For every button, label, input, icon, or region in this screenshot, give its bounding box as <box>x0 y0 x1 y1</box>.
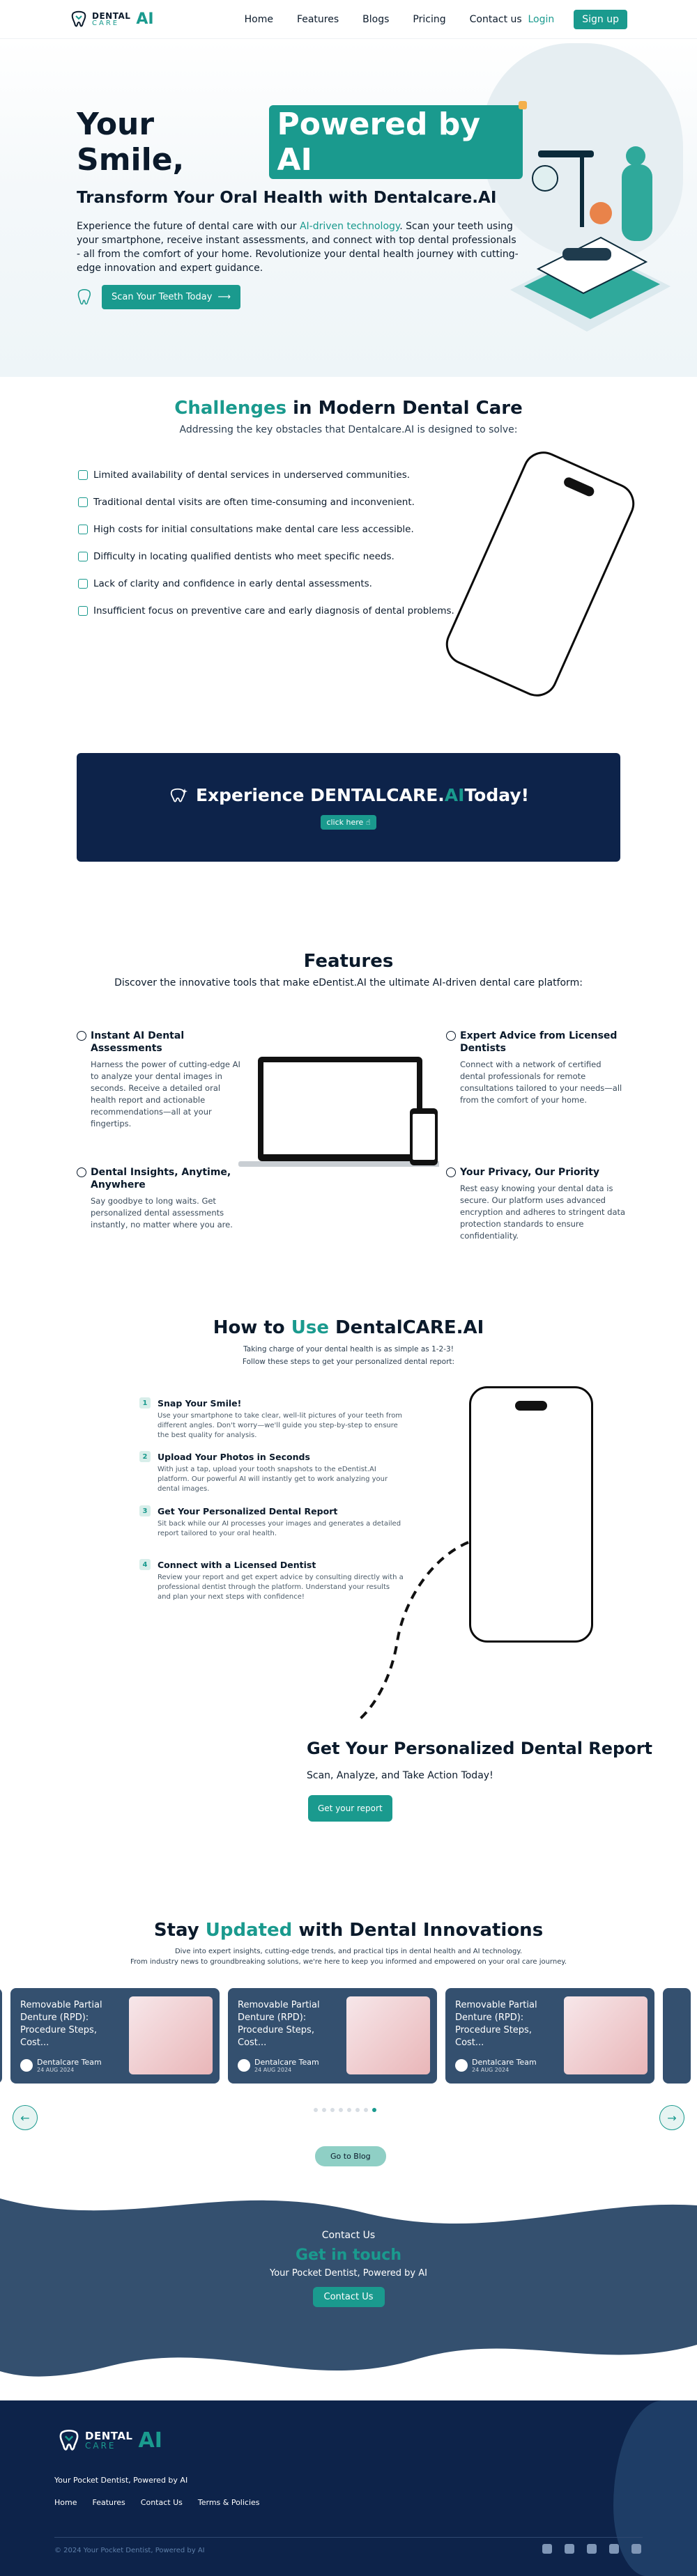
laptop-phone-illustration <box>237 1053 439 1171</box>
bullet-icon <box>78 525 88 534</box>
step-title-text: Connect with a Licensed Dentist <box>158 1559 316 1570</box>
contact-content <box>0 2230 697 2307</box>
tooth-sparkle-icon <box>168 787 189 804</box>
hero-description <box>77 219 523 275</box>
banner-title-ai: AI <box>444 785 465 805</box>
sparkle-icon <box>77 1031 86 1041</box>
blog-subtitle-2: From industry news to groundbreaking solutions, we're here to keep you informed and empowered on your oral care journey. <box>130 1958 567 1966</box>
site-footer <box>0 2400 697 2576</box>
logo-line-dental: DENTAL <box>92 10 131 21</box>
blog-card-author <box>455 2058 537 2073</box>
step-title-text: Get Your Personalized Dental Report <box>158 1505 338 1516</box>
carousel-dots <box>314 2108 376 2112</box>
blog-card-author <box>20 2058 102 2073</box>
nav-link-blogs[interactable]: Blogs <box>362 13 390 25</box>
challenge-text: Insufficient focus on preventive care and early diagnosis of dental problems. <box>93 605 454 616</box>
nav-auth <box>528 10 627 29</box>
carousel-dot-active[interactable] <box>372 2108 376 2112</box>
youtube-icon[interactable] <box>631 2544 641 2554</box>
experience-banner-wrapper <box>0 753 697 920</box>
signup-button[interactable]: Sign up <box>574 10 627 29</box>
experience-banner <box>77 753 620 862</box>
challenges-list <box>78 470 454 633</box>
go-to-blog-button[interactable]: Go to Blog <box>315 2146 386 2166</box>
feature-body: Connect with a network of certified dental professionals for remote consultations tailored to your needs—all from the comfort of your home. <box>460 1060 622 1105</box>
feature-title <box>446 1166 629 1179</box>
blog-card-partial[interactable] <box>0 1988 2 2084</box>
step-title <box>139 1505 404 1516</box>
hero-title-highlight <box>269 105 523 179</box>
hero-section <box>0 39 697 377</box>
get-report-button[interactable]: Get your report <box>308 1795 392 1822</box>
hero-subtitle: Transform Your Oral Health with Dentalcare.AI <box>77 189 497 207</box>
post-date: 24 AUG 2024 <box>37 2067 75 2073</box>
contact-label: Contact Us <box>321 2230 376 2241</box>
bullet-icon <box>78 606 88 616</box>
blog-section <box>0 1902 697 2191</box>
hero-title-highlight-text: Powered by AI <box>277 107 480 178</box>
dentist-illustration <box>496 137 677 339</box>
bullet-icon <box>78 579 88 589</box>
sparkle-icon <box>519 101 527 109</box>
blog-card-image <box>564 1996 648 2074</box>
blog-card-title: Removable Partial Denture (RPD): Procedure Steps, Cost... <box>20 2000 102 2048</box>
challenges-section <box>0 377 697 753</box>
challenges-title-rest: in Modern Dental Care <box>286 398 523 419</box>
feature-title-text: Instant AI Dental Assessments <box>91 1030 185 1054</box>
features-title: Features <box>303 951 394 972</box>
logo-wordmark <box>92 12 130 27</box>
bullet-icon <box>78 470 88 480</box>
howto-title-part2: DentalCARE.AI <box>328 1317 484 1338</box>
challenge-text: Difficulty in locating qualified dentists who meet specific needs. <box>93 551 395 562</box>
carousel-dot[interactable] <box>314 2108 318 2112</box>
footer-link-terms[interactable]: Terms & Policies <box>197 2498 260 2507</box>
blog-card-author <box>238 2058 319 2073</box>
blog-title <box>0 1902 697 1941</box>
list-item <box>78 497 454 508</box>
feature-card <box>446 1166 629 1242</box>
carousel-dot[interactable] <box>322 2108 326 2112</box>
blog-card[interactable] <box>10 1988 220 2084</box>
footer-link-home[interactable]: Home <box>54 2498 77 2507</box>
nav-link-features[interactable]: Features <box>296 13 339 25</box>
logo-line-dental: DENTAL <box>85 2430 133 2442</box>
feature-body: Harness the power of cutting-edge AI to analyze your dental images in seconds. Receive a detailed oral health report and actionable recommendations—all at your fingertips. <box>91 1060 240 1128</box>
list-item <box>78 578 454 589</box>
carousel-dot[interactable] <box>330 2108 335 2112</box>
banner-title <box>168 785 529 805</box>
x-icon[interactable] <box>542 2544 552 2554</box>
arrow-left-icon: ← <box>20 2111 30 2125</box>
list-item <box>78 605 454 616</box>
nav-links <box>245 14 522 25</box>
post-date: 24 AUG 2024 <box>472 2067 510 2073</box>
feature-card <box>446 1030 629 1106</box>
contact-headline: Get in touch <box>295 2247 401 2264</box>
nav-link-home[interactable]: Home <box>244 13 273 25</box>
challenge-text: Traditional dental visits are often time-consuming and inconvenient. <box>93 497 415 508</box>
top-nav <box>0 0 697 39</box>
banner-title-part1: Experience DENTALCARE. <box>195 785 445 805</box>
hero-body-part2: . Scan your teeth using your smartphone, receive instant assessments, and connect with top dental professionals - all from the comfort of your home. Revolutionize your dental health journey with cutting-edge innovation and expert guidance. <box>77 221 519 274</box>
facebook-icon[interactable] <box>587 2544 597 2554</box>
challenges-title <box>0 377 697 419</box>
how-to-section <box>0 1303 697 1902</box>
feature-title <box>77 1166 244 1191</box>
challenges-title-highlight: Challenges <box>174 398 287 419</box>
footer-links <box>54 2498 260 2507</box>
feature-body: Say goodbye to long waits. Get personalized dental assessments instantly, no matter where you are. <box>91 1196 233 1229</box>
avatar <box>238 2059 250 2072</box>
site-logo[interactable] <box>70 10 154 29</box>
list-item <box>78 524 454 535</box>
author-name: Dentalcare Team <box>472 2058 537 2067</box>
pointer-icon: ☝ <box>365 818 371 827</box>
carousel-dot[interactable] <box>347 2108 351 2112</box>
logo-line-care: CARE <box>92 19 120 27</box>
blog-carousel <box>0 1988 691 2084</box>
chat-icon <box>446 1031 456 1041</box>
carousel-dot[interactable] <box>364 2108 368 2112</box>
footer-copyright: © 2024 Your Pocket Dentist, Powered by AI <box>54 2547 205 2554</box>
tooth-logo-icon <box>70 10 88 29</box>
feature-title-text: Dental Insights, Anytime, Anywhere <box>91 1167 231 1190</box>
blog-card[interactable] <box>445 1988 654 2084</box>
tooth-outline-icon <box>77 288 92 307</box>
blog-card-partial[interactable] <box>663 1988 691 2084</box>
banner-title-part2: Today! <box>464 785 530 805</box>
feature-title <box>77 1030 244 1055</box>
blog-subtitle-1: Dive into expert insights, cutting-edge trends, and practical tips in dental health and AI technology. <box>174 1948 523 1955</box>
feature-title-text: Expert Advice from Licensed Dentists <box>460 1030 618 1054</box>
blog-card[interactable] <box>228 1988 437 2084</box>
challenge-text: Lack of clarity and confidence in early dental assessments. <box>93 578 372 589</box>
list-item <box>78 470 454 481</box>
howto-title-part1: How to <box>213 1317 291 1338</box>
step-title <box>139 1451 404 1462</box>
step-title-text: Snap Your Smile! <box>158 1397 242 1409</box>
hero-copy <box>77 105 523 309</box>
report-title: Get Your Personalized Dental Report <box>307 1739 653 1758</box>
click-here-label: click here <box>326 818 364 827</box>
step-body: Sit back while our AI processes your images and generates a detailed report tailored to your oral health. <box>158 1520 401 1537</box>
contact-section <box>0 2191 697 2400</box>
carousel-dot[interactable] <box>339 2108 343 2112</box>
dashed-path-decoration <box>348 1537 474 1725</box>
carousel-prev-button[interactable] <box>13 2105 38 2130</box>
footer-divider <box>54 2537 643 2538</box>
carousel-dot[interactable] <box>355 2108 360 2112</box>
footer-logo-wordmark <box>85 2431 133 2450</box>
post-date: 24 AUG 2024 <box>254 2067 292 2073</box>
challenge-text: High costs for initial consultations make dental care less accessible. <box>93 524 414 535</box>
feature-title-text: Your Privacy, Our Priority <box>460 1167 600 1178</box>
footer-link-contact[interactable]: Contact Us <box>140 2498 183 2507</box>
blog-title-highlight: Updated <box>205 1920 293 1941</box>
phone-mockup <box>439 445 641 704</box>
author-name: Dentalcare Team <box>37 2058 102 2067</box>
hero-title <box>77 105 523 179</box>
logo-ai: AI <box>138 2428 162 2453</box>
features-subtitle: Discover the innovative tools that make eDentist.AI the ultimate AI-driven dental care platform: <box>114 977 583 988</box>
tooth-logo-icon <box>57 2429 81 2453</box>
step-body: Review your report and get expert advice by consulting directly with a professional dentist through the platform. Understand your results and plan your next steps with confidence! <box>158 1574 404 1601</box>
step-title-text: Upload Your Photos in Seconds <box>158 1451 310 1462</box>
contact-us-button[interactable]: Contact Us <box>313 2287 385 2307</box>
bullet-icon <box>78 497 88 507</box>
blog-card-title: Removable Partial Denture (RPD): Procedure Steps, Cost... <box>455 2000 537 2048</box>
features-section <box>0 920 697 1303</box>
howto-intro-2: Follow these steps to get your personalized dental report: <box>242 1358 455 1366</box>
feature-card <box>77 1030 244 1130</box>
blog-card-image <box>129 1996 213 2074</box>
scan-teeth-button[interactable] <box>102 285 240 309</box>
clock-icon <box>77 1167 86 1177</box>
challenge-text: Limited availability of dental services in underserved communities. <box>93 470 411 481</box>
step-item <box>139 1451 404 1494</box>
footer-link-features[interactable]: Features <box>92 2498 125 2507</box>
hero-title-start: Your Smile, <box>77 107 185 178</box>
step-item <box>139 1397 404 1441</box>
phone-mockup <box>469 1386 593 1643</box>
linkedin-icon[interactable] <box>609 2544 619 2554</box>
login-link[interactable]: Login <box>528 13 555 25</box>
howto-title-highlight: Use <box>291 1317 329 1338</box>
click-here-button[interactable] <box>321 815 376 830</box>
logo-ai: AI <box>136 10 154 28</box>
blog-card-image <box>346 1996 430 2074</box>
hero-body-link[interactable]: AI-driven technology <box>299 221 400 232</box>
hero-body-part1: Experience the future of dental care with our <box>77 221 300 232</box>
carousel-next-button[interactable] <box>659 2105 684 2130</box>
blog-card-title: Removable Partial Denture (RPD): Procedure Steps, Cost... <box>238 2000 320 2048</box>
footer-logo[interactable] <box>57 2428 162 2453</box>
instagram-icon[interactable] <box>565 2544 574 2554</box>
step-item <box>139 1505 404 1539</box>
step-number: 4 <box>139 1559 151 1570</box>
nav-link-contact[interactable]: Contact us <box>469 13 522 25</box>
bullet-icon <box>78 552 88 561</box>
footer-tagline: Your Pocket Dentist, Powered by AI <box>54 2476 188 2485</box>
list-item <box>78 551 454 562</box>
avatar <box>20 2059 33 2072</box>
step-title <box>139 1397 404 1409</box>
step-number: 3 <box>139 1505 151 1516</box>
feature-title <box>446 1030 629 1055</box>
phone-notch <box>562 476 596 497</box>
social-links <box>542 2544 641 2554</box>
challenges-subtitle: Addressing the key obstacles that Dentalcare.AI is designed to solve: <box>179 424 518 435</box>
author-name: Dentalcare Team <box>254 2058 319 2067</box>
step-number: 2 <box>139 1451 151 1462</box>
arrow-right-icon: ⟶ <box>217 292 231 302</box>
report-subtitle: Scan, Analyze, and Take Action Today! <box>307 1770 493 1781</box>
phone-notch <box>515 1401 547 1411</box>
logo-line-care: CARE <box>85 2441 116 2451</box>
feature-body: Rest easy knowing your dental data is secure. Our platform uses advanced encryption and adheres to stringent data protection standards to ensure confidentiality. <box>460 1184 626 1241</box>
scan-teeth-label: Scan Your Teeth Today <box>112 292 213 302</box>
howto-intro-1: Taking charge of your dental health is as simple as 1-2-3! <box>243 1345 454 1353</box>
avatar <box>455 2059 468 2072</box>
hero-cta-row <box>77 285 523 309</box>
blog-title-part1: Stay <box>153 1920 206 1941</box>
nav-link-pricing[interactable]: Pricing <box>413 13 446 25</box>
shield-icon <box>446 1167 456 1177</box>
contact-tagline: Your Pocket Dentist, Powered by AI <box>270 2268 427 2279</box>
step-number: 1 <box>139 1397 151 1409</box>
blog-title-part2: with Dental Innovations <box>292 1920 544 1941</box>
step-body: With just a tap, upload your tooth snapshots to the eDentist.AI platform. Our powerful AI will instantly get to work analyzing your dental images. <box>158 1466 388 1493</box>
feature-card <box>77 1166 244 1231</box>
step-body: Use your smartphone to take clear, well-lit pictures of your teeth from different angles. Don't worry—we'll guide you step-by-step to ensure the best quality for analysis. <box>158 1412 403 1439</box>
arrow-right-icon: → <box>667 2111 677 2125</box>
howto-title <box>0 1303 697 1338</box>
